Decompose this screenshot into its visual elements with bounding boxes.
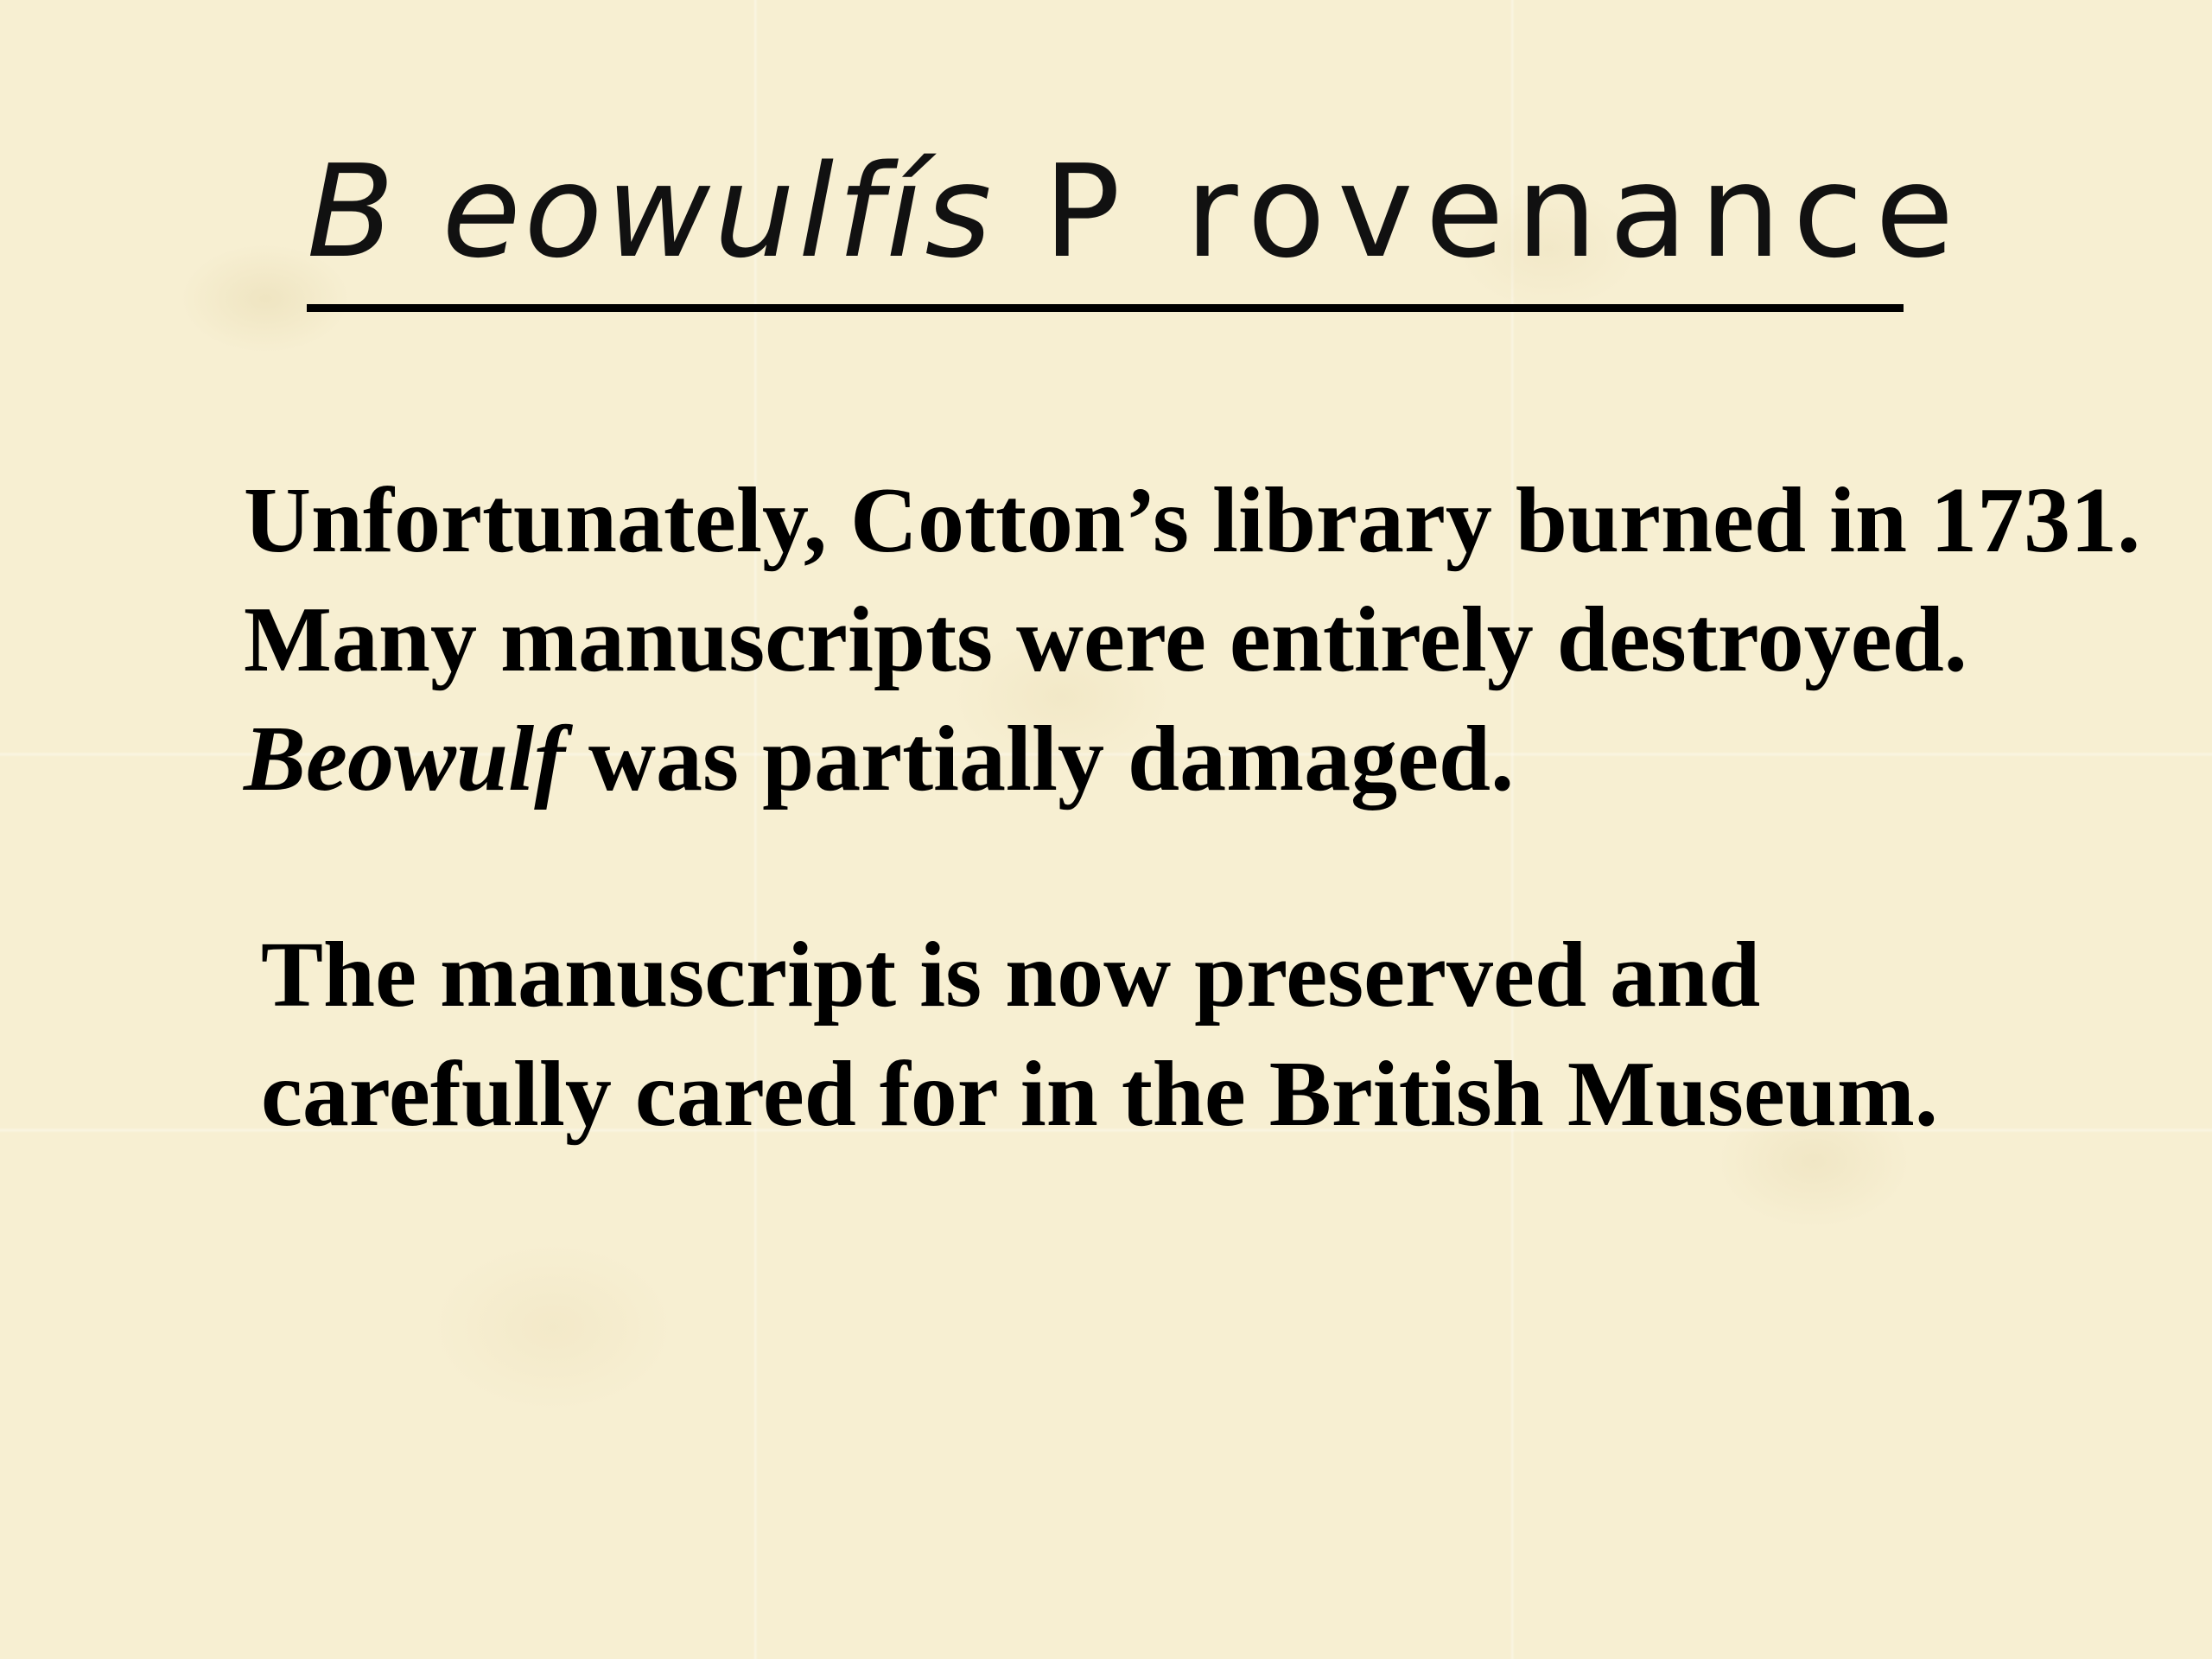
paragraph-fire-text: Unfortunately, Cotton’s library burned in 1731. Many manuscripts were entirely destroyed. [244, 469, 2141, 691]
title-underline [307, 304, 1904, 312]
paragraph-fire [244, 461, 2171, 819]
beowulf-italic: Beowulf [244, 708, 566, 810]
title-word-provenance: P rovenance [1043, 137, 1967, 286]
slide-title [307, 130, 1967, 294]
paragraph-fire-text-end: was partially damaged. [565, 708, 1515, 810]
title-word-beowulfs: B eowulfís [307, 137, 995, 286]
paragraph-museum: The manuscript is now preserved and carefully cared for in the British Museum. [261, 924, 1938, 1146]
